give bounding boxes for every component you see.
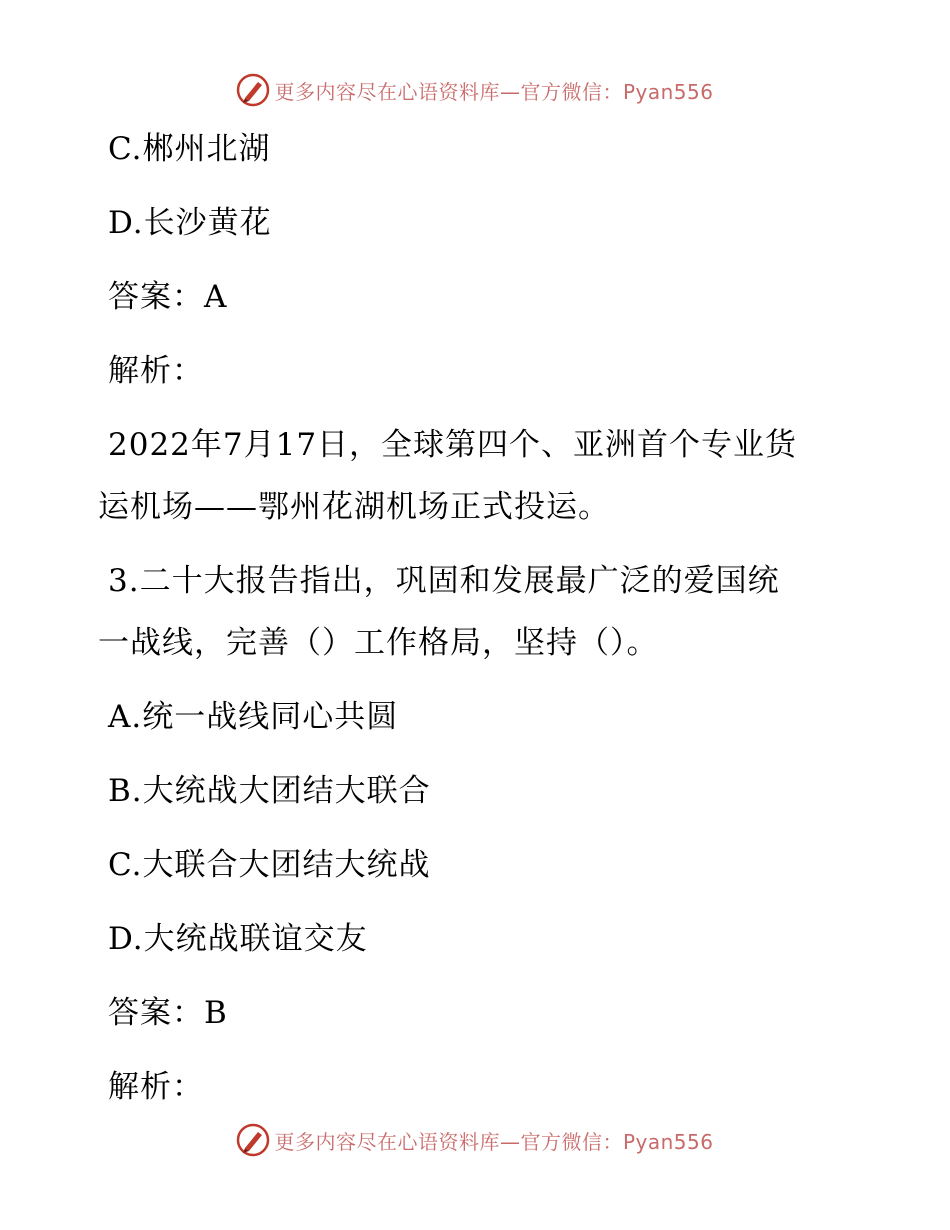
answer: 答案：B [108, 995, 228, 1031]
pen-logo-icon [236, 1123, 270, 1157]
analysis-label: 解析： [108, 1069, 204, 1105]
answer-previous: 答案：A [108, 279, 228, 315]
document-body [98, 118, 858, 1118]
option-c: C.大联合大团结大统战 [108, 847, 431, 883]
option-a: A.统一战线同心共圆 [108, 699, 399, 735]
watermark-text: 更多内容尽在心语资料库—官方微信：Pyan556 [274, 1129, 714, 1154]
option-d-previous: D.长沙黄花 [108, 205, 272, 241]
analysis-text-line-2: 运机场——鄂州花湖机场正式投运。 [98, 489, 610, 525]
header-watermark [0, 70, 950, 110]
footer-watermark [0, 1120, 950, 1160]
analysis-text-line-1: 2022年7月17日，全球第四个、亚洲首个专业货 [108, 427, 798, 463]
analysis-label-previous: 解析： [108, 353, 204, 389]
option-c-previous: C.郴州北湖 [108, 131, 271, 167]
question-3-line-2: 一战线，完善（）工作格局，坚持（）。 [98, 625, 659, 661]
option-d: D.大统战联谊交友 [108, 921, 368, 957]
pen-logo-icon [236, 73, 270, 107]
option-b: B.大统战大团结大联合 [108, 773, 431, 809]
question-3-line-1: 3.二十大报告指出，巩固和发展最广泛的爱国统 [108, 563, 780, 599]
watermark-text: 更多内容尽在心语资料库—官方微信：Pyan556 [274, 79, 714, 104]
